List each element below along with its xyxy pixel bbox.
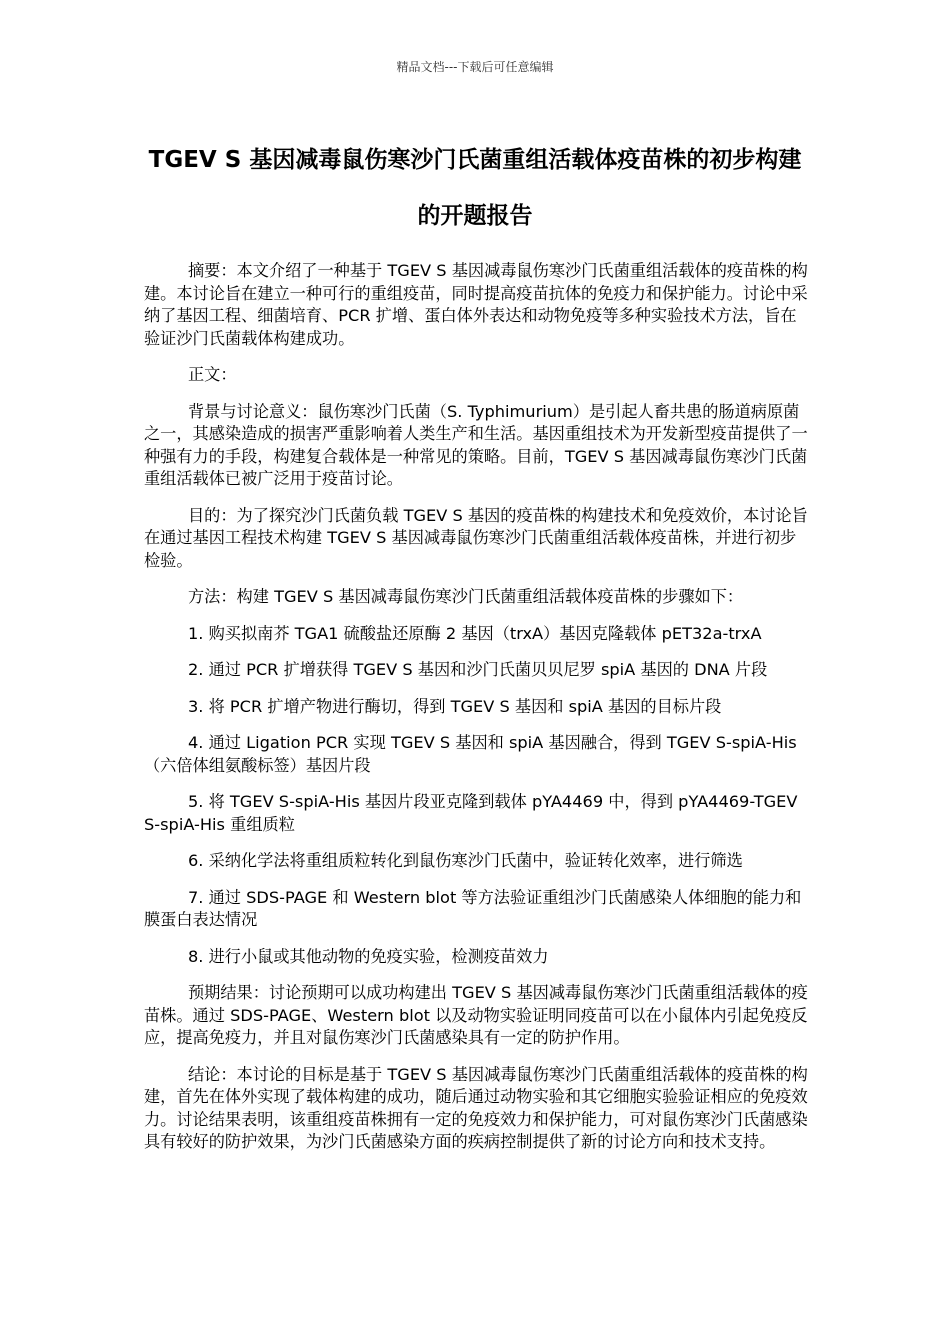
method-step: 2. 通过 PCR 扩增获得 TGEV S 基因和沙门氏菌贝贝尼罗 spiA 基因的 DNA 片段 — [188, 660, 768, 679]
method-step: 3. 将 PCR 扩增产物进行酶切，得到 TGEV S 基因和 spiA 基因的目标片段 — [188, 696, 722, 716]
document-title: TGEV S 基因减毒鼠伤寒沙门氏菌重组活载体疫苗株的初步构建的开题报告 — [148, 147, 802, 229]
abstract-paragraph: 摘要：本文介绍了一种基于 TGEV S 基因减毒鼠伤寒沙门氏菌重组活载体的疫苗株的构建。本讨论旨在建立一种可行的重组疫苗，同时提高疫苗抗体的免疫力和保护能力。讨论中采纳了基因工程、细菌培育、PCR 扩增、蛋白体外表达和动物免疫等多种实验技术方法，旨在验证沙门氏菌载体构建成功。 — [144, 261, 808, 348]
document-body — [144, 260, 808, 1168]
purpose-paragraph: 目的：为了探究沙门氏菌负载 TGEV S 基因的疫苗株的构建技术和免疫效价，本讨论旨在通过基因工程技术构建 TGEV S 基因减毒鼠伤寒沙门氏菌重组活载体疫苗株，并进行初步检验。 — [144, 505, 808, 570]
method-paragraph: 方法：构建 TGEV S 基因减毒鼠伤寒沙门氏菌重组活载体疫苗株的步骤如下： — [188, 587, 744, 606]
method-step: 4. 通过 Ligation PCR 实现 TGEV S 基因和 spiA 基因融合，得到 TGEV S-spiA-His（六倍体组氨酸标签）基因片段 — [144, 733, 797, 775]
method-step: 5. 将 TGEV S-spiA-His 基因片段亚克隆到载体 pYA4469 中，得到 pYA4469-TGEV S-spiA-His 重组质粒 — [144, 792, 798, 834]
expected-results-paragraph: 预期结果：讨论预期可以成功构建出 TGEV S 基因减毒鼠伤寒沙门氏菌重组活载体的疫苗株。通过 SDS-PAGE、Western blot 以及动物实验证明同疫苗可以在小鼠体内引起免疫反应，提高免疫力，并且对鼠伤寒沙门氏菌感染具有一定的防护作用。 — [144, 983, 808, 1047]
header-note: 精品文档---下载后可任意编辑 — [396, 60, 554, 74]
method-step: 1. 购买拟南芥 TGA1 硫酸盐还原酶 2 基因（trxA）基因克隆载体 pET32a-trxA — [188, 623, 762, 643]
method-step: 7. 通过 SDS-PAGE 和 Western blot 等方法验证重组沙门氏菌感染人体细胞的能力和膜蛋白表达情况 — [144, 887, 802, 929]
background-paragraph: 背景与讨论意义：鼠伤寒沙门氏菌（S. Typhimurium）是引起人畜共患的肠道病原菌之一，其感染造成的损害严重影响着人类生产和生活。基因重组技术为开发新型疫苗提供了一种强有力的手段，构建复合载体是一种常见的策略。目前，TGEV S 基因减毒鼠伤寒沙门氏菌重组活载体已被广泛用于疫苗讨论。 — [144, 401, 808, 488]
conclusion-paragraph: 结论：本讨论的目标是基于 TGEV S 基因减毒鼠伤寒沙门氏菌重组活载体的疫苗株的构建，首先在体外实现了载体构建的成功，随后通过动物实验和其它细胞实验验证相应的免疫效力。讨论结果表明，该重组疫苗株拥有一定的免疫效力和保护能力，可对鼠伤寒沙门氏菌感染具有较好的防护效果，为沙门氏菌感染方面的疾病控制提供了新的讨论方向和技术支持。 — [144, 1064, 808, 1151]
main-text-label: 正文： — [188, 365, 237, 384]
method-step: 8. 进行小鼠或其他动物的免疫实验，检测疫苗效力 — [188, 946, 549, 966]
method-step: 6. 采纳化学法将重组质粒转化到鼠伤寒沙门氏菌中，验证转化效率，进行筛选 — [188, 851, 743, 870]
